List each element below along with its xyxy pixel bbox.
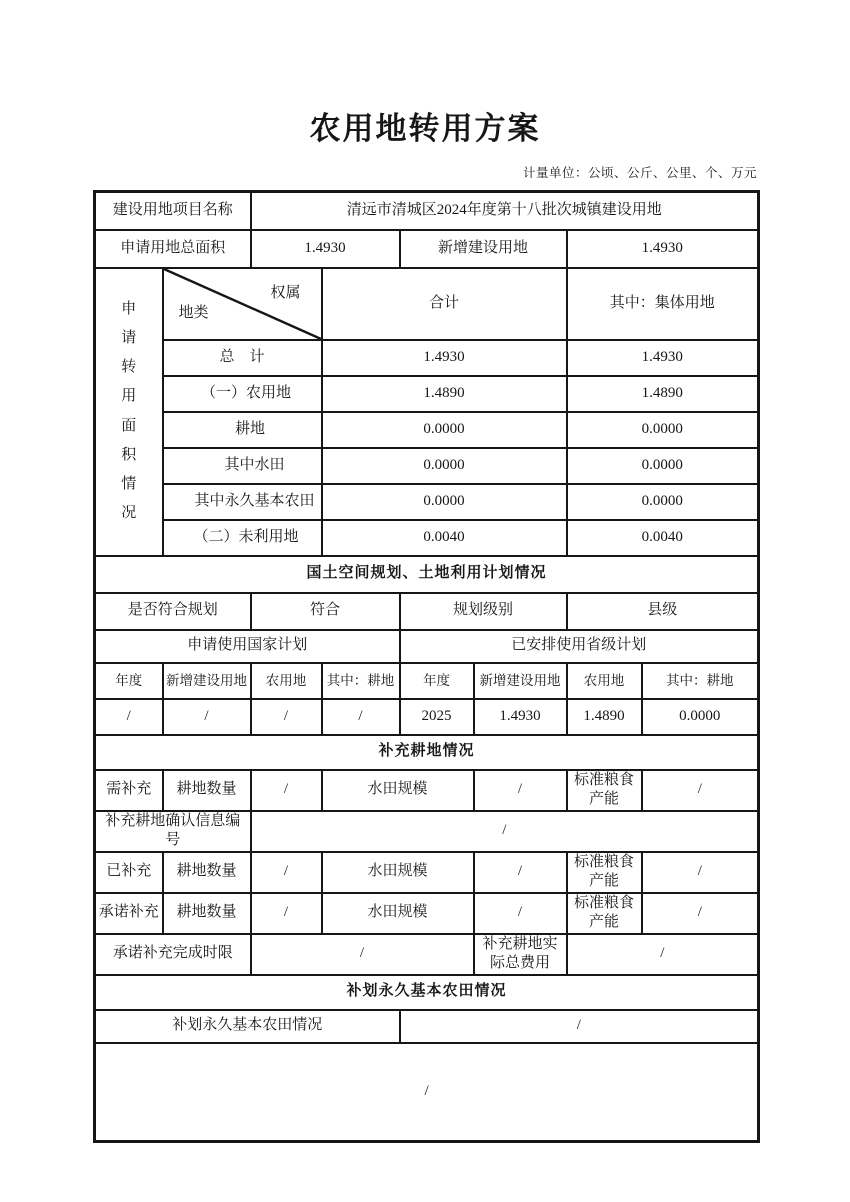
plan-level-label: 规划级别: [400, 593, 567, 630]
national-col-new: 新增建设用地: [163, 663, 251, 699]
table-row: [95, 934, 759, 975]
actual-cost-value: /: [567, 934, 759, 975]
diagonal-header-cell: [163, 268, 322, 340]
transfer-row-total: 0.0000: [322, 412, 567, 448]
comply-label: 是否符合规划: [95, 593, 251, 630]
paddy-value: /: [474, 770, 567, 811]
transfer-row-collective: 0.0000: [567, 484, 759, 520]
transfer-row-label: （二）未利用地: [163, 520, 322, 556]
transfer-row-label: 总 计: [163, 340, 322, 376]
table-row: [95, 268, 759, 340]
supplement-prefix: 已补充: [95, 852, 163, 893]
farmland-row-label: 补划永久基本农田情况: [95, 1010, 400, 1043]
paddy-label: 水田规模: [322, 852, 474, 893]
national-plan-header: 申请使用国家计划: [95, 630, 400, 663]
transfer-row-total: 1.4930: [322, 340, 567, 376]
column-header-total: 合计: [322, 268, 567, 340]
national-new-value: /: [163, 699, 251, 735]
transfer-row-collective: 0.0000: [567, 412, 759, 448]
table-row: [95, 484, 759, 520]
transfer-section-side-label: [95, 268, 163, 556]
transfer-side-label-text: 申请转用面积情况: [121, 300, 137, 522]
unit-note: 计量单位：公顷、公斤、公里、个、万元: [522, 166, 757, 180]
transfer-row-total: 0.0000: [322, 448, 567, 484]
provincial-col-year: 年度: [400, 663, 474, 699]
table-row: [95, 630, 759, 663]
provincial-year-value: 2025: [400, 699, 474, 735]
transfer-row-collective: 0.0040: [567, 520, 759, 556]
deadline-label: 承诺补充完成时限: [95, 934, 251, 975]
grain-label: 标准粮食产能: [567, 893, 642, 934]
table-row: [95, 593, 759, 630]
national-col-year: 年度: [95, 663, 163, 699]
table-row: [95, 448, 759, 484]
grain-value: /: [642, 770, 759, 811]
table-row: [95, 735, 759, 770]
farmland-conversion-table: [93, 190, 760, 1143]
transfer-row-collective: 1.4930: [567, 340, 759, 376]
national-farm-value: /: [251, 699, 322, 735]
page-title: 农用地转用方案: [309, 111, 541, 146]
provincial-col-cultivated: 其中：耕地: [642, 663, 759, 699]
new-construction-value: 1.4930: [567, 230, 759, 268]
farmland-section-title: 补划永久基本农田情况: [95, 975, 759, 1010]
provincial-farm-value: 1.4890: [567, 699, 642, 735]
qty-label: 耕地数量: [163, 893, 251, 934]
table-row: [95, 412, 759, 448]
diagonal-landtype-label: 地类: [178, 305, 209, 321]
table-row: [95, 893, 759, 934]
transfer-row-collective: 1.4890: [567, 376, 759, 412]
national-col-cultivated: 其中：耕地: [322, 663, 400, 699]
confirm-number-value: /: [251, 811, 759, 852]
column-header-collective: 其中：集体用地: [567, 268, 759, 340]
confirm-number-label: 补充耕地确认信息编号: [95, 811, 251, 852]
table-row: [95, 770, 759, 811]
qty-label: 耕地数量: [163, 852, 251, 893]
grain-label: 标准粮食产能: [567, 770, 642, 811]
table-row: [95, 852, 759, 893]
table-row: [95, 975, 759, 1010]
national-year-value: /: [95, 699, 163, 735]
comply-value: 符合: [251, 593, 400, 630]
new-construction-label: 新增建设用地: [400, 230, 567, 268]
transfer-row-label: 其中永久基本农田: [163, 484, 322, 520]
transfer-row-total: 1.4890: [322, 376, 567, 412]
transfer-row-label: （一）农用地: [163, 376, 322, 412]
table-row: [95, 376, 759, 412]
provincial-new-value: 1.4930: [474, 699, 567, 735]
grain-value: /: [642, 852, 759, 893]
paddy-value: /: [474, 852, 567, 893]
transfer-row-label: 耕地: [163, 412, 322, 448]
table-row: [95, 811, 759, 852]
provincial-col-new: 新增建设用地: [474, 663, 567, 699]
project-name-value: 清远市清城区2024年度第十八批次城镇建设用地: [251, 192, 759, 230]
transfer-row-total: 0.0000: [322, 484, 567, 520]
supplement-prefix: 需补充: [95, 770, 163, 811]
qty-label: 耕地数量: [163, 770, 251, 811]
table-row: [95, 230, 759, 268]
total-area-value: 1.4930: [251, 230, 400, 268]
paddy-label: 水田规模: [322, 893, 474, 934]
transfer-row-label: 其中水田: [163, 448, 322, 484]
transfer-row-total: 0.0040: [322, 520, 567, 556]
national-col-farm: 农用地: [251, 663, 322, 699]
remark-cell: /: [95, 1043, 759, 1142]
plan-level-value: 县级: [567, 593, 759, 630]
paddy-label: 水田规模: [322, 770, 474, 811]
table-row: [95, 192, 759, 230]
table-row: [95, 340, 759, 376]
diagonal-ownership-label: 权属: [270, 284, 301, 301]
table-row: [95, 699, 759, 735]
table-row: [95, 1043, 759, 1142]
provincial-cultivated-value: 0.0000: [642, 699, 759, 735]
total-area-label: 申请用地总面积: [95, 230, 251, 268]
qty-value: /: [251, 770, 322, 811]
grain-label: 标准粮食产能: [567, 852, 642, 893]
supplement-prefix: 承诺补充: [95, 893, 163, 934]
qty-value: /: [251, 893, 322, 934]
project-name-label: 建设用地项目名称: [95, 192, 251, 230]
supplement-section-title: 补充耕地情况: [95, 735, 759, 770]
provincial-plan-header: 已安排使用省级计划: [400, 630, 759, 663]
actual-cost-label: 补充耕地实际总费用: [474, 934, 567, 975]
planning-section-title: 国土空间规划、土地利用计划情况: [95, 556, 759, 593]
table-row: [95, 663, 759, 699]
deadline-value: /: [251, 934, 474, 975]
qty-value: /: [251, 852, 322, 893]
provincial-col-farm: 农用地: [567, 663, 642, 699]
transfer-row-collective: 0.0000: [567, 448, 759, 484]
table-row: [95, 520, 759, 556]
table-row: [95, 1010, 759, 1043]
grain-value: /: [642, 893, 759, 934]
farmland-row-value: /: [400, 1010, 759, 1043]
table-row: [95, 556, 759, 593]
national-cultivated-value: /: [322, 699, 400, 735]
paddy-value: /: [474, 893, 567, 934]
